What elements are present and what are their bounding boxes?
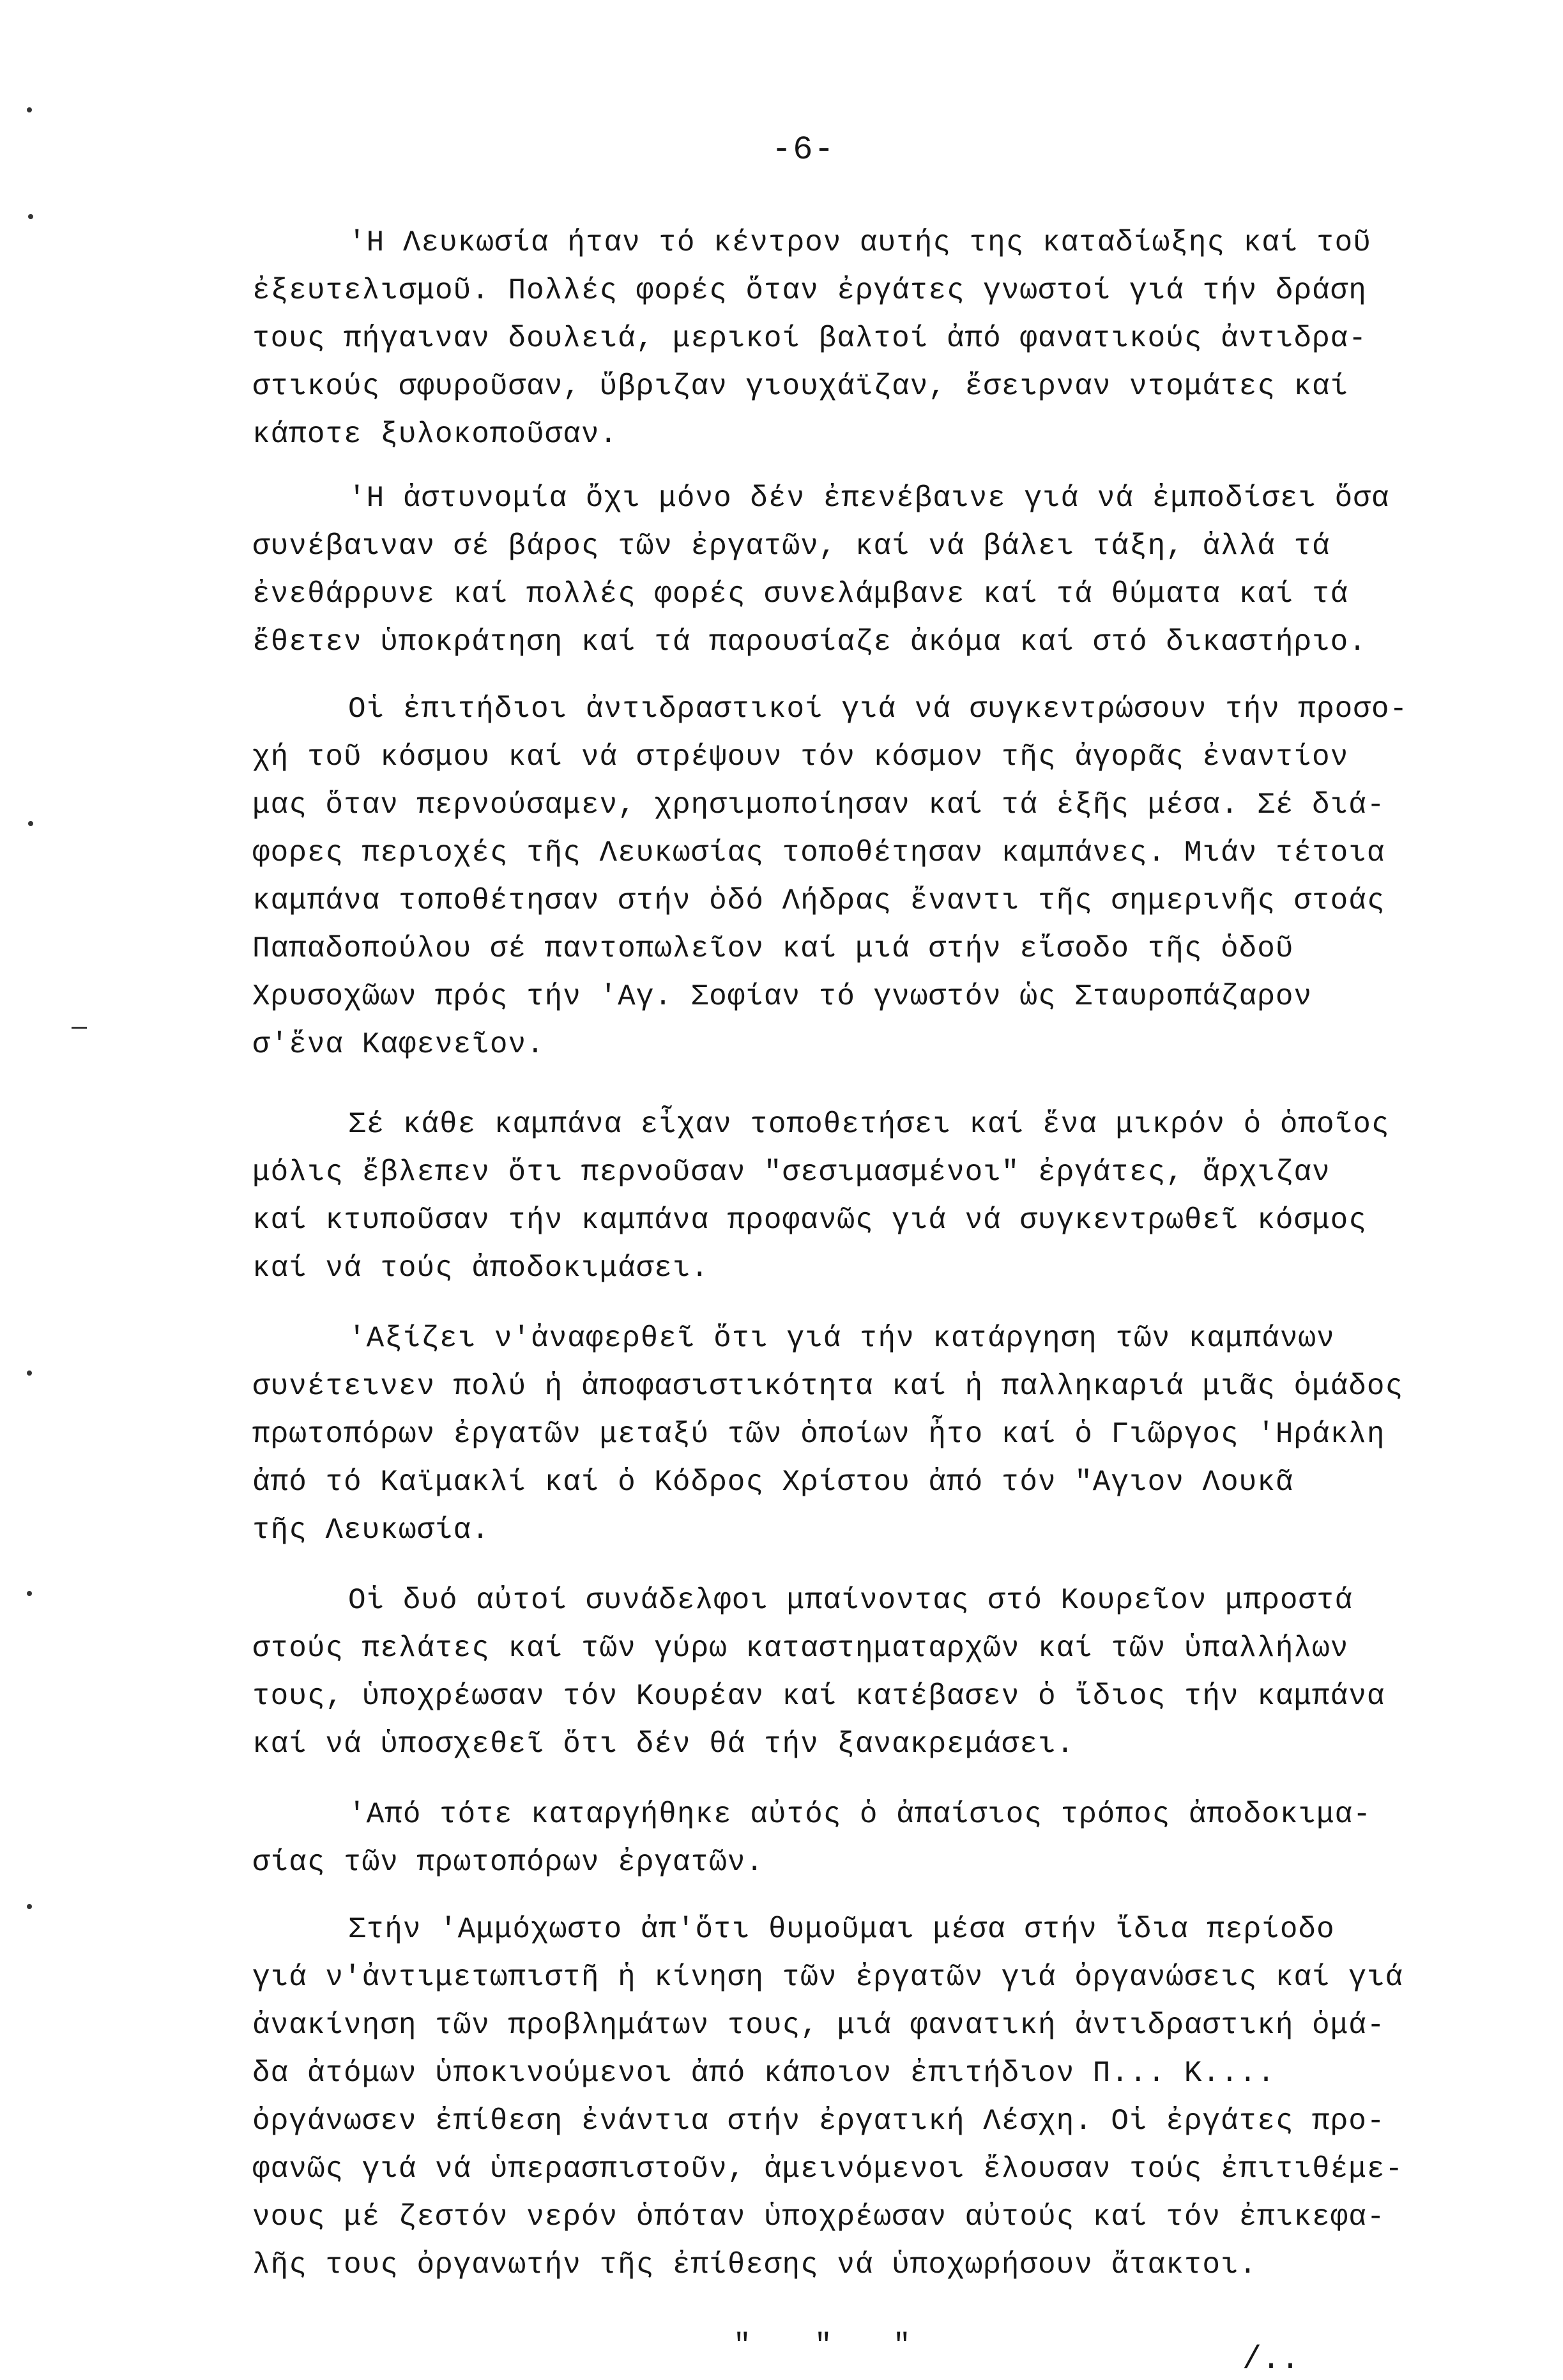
text-line: τῆς Λευκωσία. <box>252 1514 490 1547</box>
text-line: ἐξευτελισμοῦ. Πολλές φορές ὅταν ἐργάτες γνωστοί γιά τήν δράση <box>252 274 1367 307</box>
text-line: στικούς σφυροῦσαν, ὕβριζαν γιουχάϊζαν, ἔσειρναν ντομάτες καί <box>252 370 1349 403</box>
text-line: γιά ν'ἀντιμετωπιστῆ ἡ κίνηση τῶν ἐργατῶν γιά ὀργανώσεις καί γιά <box>252 1961 1404 1994</box>
continuation-mark: /.. <box>1242 2342 1300 2378</box>
text-line: συνέτεινεν πολύ ἡ ἀποφασιστικότητα καί ἡ παλληκαριά μιᾶς ὁμάδος <box>252 1370 1404 1403</box>
scan-speck <box>27 1904 32 1909</box>
text-line: 'Η Λευκωσία ήταν τό κέντρον αυτής της καταδίωξης καί τοῦ <box>348 226 1371 259</box>
text-line: ἀπό τό Καϊμακλί καί ὁ Κόδρος Χρίστου ἀπό τόν "Αγιον Λουκᾶ <box>252 1466 1294 1499</box>
scan-speck <box>27 107 32 112</box>
text-line: καί νά ὑποσχεθεῖ ὅτι δέν θά τήν ξανακρεμάσει. <box>252 1728 1075 1761</box>
text-line: Παπαδοπούλου σέ παντοπωλεῖον καί μιά στήν εἴσοδο τῆς ὁδοῦ <box>252 932 1294 965</box>
text-line: ὀργάνωσεν ἐπίθεση ἐνάντια στήν ἐργατική Λέσχη. Οἱ ἐργάτες προ- <box>252 2105 1385 2138</box>
text-line: Οἱ ἐπιτήδιοι ἀντιδραστικοί γιά νά συγκεντρώσουν τήν προσο- <box>348 693 1408 726</box>
text-line: ἀνακίνηση τῶν προβλημάτων τους, μιά φανατική ἀντιδραστική ὁμά- <box>252 2009 1385 2042</box>
ditto-mark: " <box>814 2329 832 2362</box>
text-line: σ'ἕνα Καφενεῖον. <box>252 1028 545 1061</box>
text-line: λῆς τους ὀργανωτήν τῆς ἐπίθεσης νά ὑποχωρήσουν ἄτακτοι. <box>252 2248 1258 2282</box>
ditto-mark: " <box>893 2329 911 2362</box>
text-line: τους, ὑποχρέωσαν τόν Κουρέαν καί κατέβασεν ὁ ἴδιος τήν καμπάνα <box>252 1680 1385 1713</box>
text-line: καί κτυποῦσαν τήν καμπάνα προφανῶς γιά νά συγκεντρωθεῖ κόσμος <box>252 1204 1367 1237</box>
text-line: 'Από τότε καταργήθηκε αὐτός ὁ ἀπαίσιος τρόπος ἀποδοκιμα- <box>348 1798 1371 1831</box>
scan-speck <box>28 821 33 826</box>
text-line: στούς πελάτες καί τῶν γύρω καταστηματαρχῶν καί τῶν ὑπαλλήλων <box>252 1632 1349 1665</box>
text-line: σίας τῶν πρωτοπόρων ἐργατῶν. <box>252 1846 764 1879</box>
scan-speck <box>27 1370 32 1376</box>
text-line: Σέ κάθε καμπάνα εἶχαν τοποθετήσει καί ἕνα μικρόν ὁ ὁποῖος <box>348 1108 1390 1141</box>
scan-speck <box>27 1591 32 1596</box>
text-line: πρωτοπόρων ἐργατῶν μεταξύ τῶν ὁποίων ἦτο καί ὁ Γιῶργος 'Ηράκλη <box>252 1418 1385 1451</box>
text-line: Χρυσοχῶων πρός τήν 'Αγ. Σοφίαν τό γνωστόν ὡς Σταυροπάζαρον <box>252 980 1313 1013</box>
page-number: -6- <box>772 131 835 169</box>
text-line: φορες περιοχές τῆς Λευκωσίας τοποθέτησαν καμπάνες. Μιάν τέτοια <box>252 836 1385 870</box>
text-line: ἔθετεν ὑποκράτηση καί τά παρουσίαζε ἀκόμα καί στό δικαστήριο. <box>252 626 1367 659</box>
text-line: μόλις ἔβλεπεν ὅτι περνοῦσαν "σεσιμασμένοι" ἐργάτες, ἄρχιζαν <box>252 1156 1330 1189</box>
text-line: καμπάνα τοποθέτησαν στήν ὁδό Λήδρας ἔναντι τῆς σημερινῆς στοάς <box>252 884 1385 917</box>
scan-mark <box>72 1027 87 1029</box>
text-line: συνέβαιναν σέ βάρος τῶν ἐργατῶν, καί νά βάλει τάξη, ἀλλά τά <box>252 530 1330 563</box>
scan-speck <box>28 214 33 219</box>
text-line: δα ἀτόμων ὑποκινούμενοι ἀπό κάποιον ἐπιτήδιον Π... Κ.... <box>252 2057 1276 2090</box>
text-line: 'Η ἀστυνομία ὄχι μόνο δέν ἐπενέβαινε γιά νά ἐμποδίσει ὅσα <box>348 482 1390 515</box>
text-line: μας ὅταν περνούσαμεν, χρησιμοποίησαν καί τά ἑξῆς μέσα. Σέ διά- <box>252 788 1385 822</box>
text-line: καί νά τούς ἀποδοκιμάσει. <box>252 1252 710 1285</box>
text-line: 'Αξίζει ν'ἀναφερθεῖ ὅτι γιά τήν κατάργηση τῶν καμπάνων <box>348 1322 1335 1355</box>
text-line: κάποτε ξυλοκοποῦσαν. <box>252 418 618 451</box>
text-line: ἐνεθάρρυνε καί πολλές φορές συνελάμβανε καί τά θύματα καί τά <box>252 578 1349 611</box>
text-line: Οἱ δυό αὐτοί συνάδελφοι μπαίνοντας στό Κουρεῖον μπροστά <box>348 1584 1353 1617</box>
text-line: χή τοῦ κόσμου καί νά στρέψουν τόν κόσμον τῆς ἀγορᾶς ἐναντίον <box>252 741 1349 774</box>
ditto-mark: " <box>733 2329 751 2362</box>
text-line: Στήν 'Αμμόχωστο ἀπ'ὅτι θυμοῦμαι μέσα στήν ἴδια περίοδο <box>348 1913 1335 1946</box>
text-line: νους μέ ζεστόν νερόν ὁπόταν ὑποχρέωσαν αὐτούς καί τόν ἐπικεφα- <box>252 2200 1385 2234</box>
text-line: φανῶς γιά νά ὑπερασπιστοῦν, ἀμεινόμενοι ἔλουσαν τούς ἐπιτιθέμε- <box>252 2153 1404 2186</box>
text-line: τους πήγαιναν δουλειά, μερικοί βαλτοί ἀπό φανατικούς ἀντιδρα- <box>252 322 1367 355</box>
